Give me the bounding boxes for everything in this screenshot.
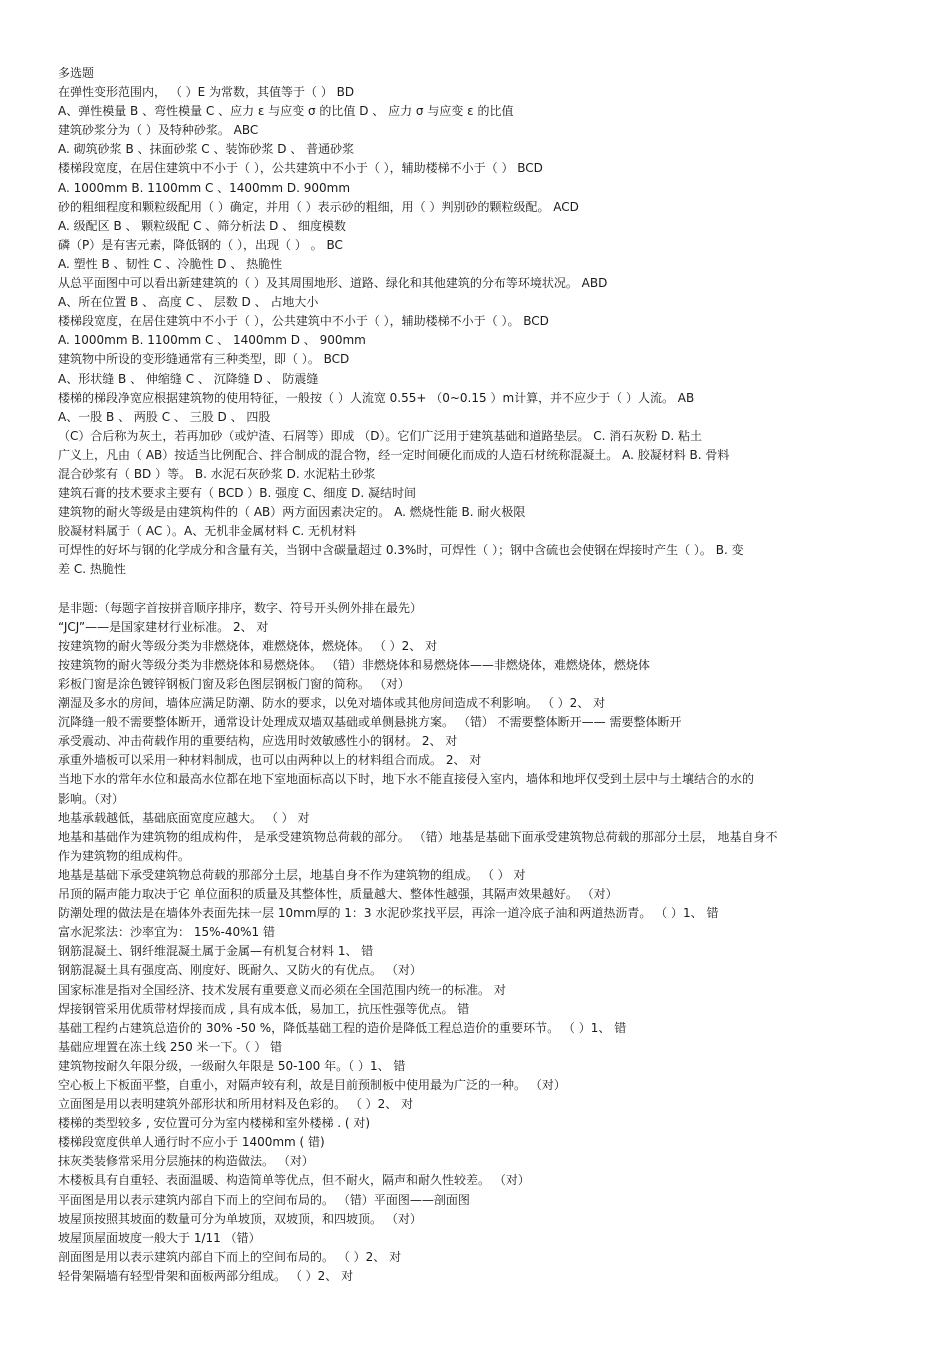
tf-line: 楼梯段宽度供单人通行时不应小于 1400mm ( 错) <box>58 1135 325 1150</box>
mc-line: 差 C. 热脆性 <box>58 562 126 577</box>
tf-line: 抹灰类装修常采用分层施抹的构造做法。 （对） <box>58 1154 314 1169</box>
tf-line: 富水泥浆法：沙率宜为： 15%-40%1 错 <box>58 925 275 940</box>
tf-line: 彩板门窗是涂色镀锌钢板门窗及彩色图层钢板门窗的简称。 （对） <box>58 677 410 691</box>
tf-line: 坡屋顶按照其坡面的数量可分为单坡顶，双坡顶，和四坡顶。 （对） <box>58 1211 422 1226</box>
mc-line: 广义上，凡由（ AB）按适当比例配合、拌合制成的混合物，经一定时间硬化而成的人造石材统称混凝土。 A. 胶凝材料 B. 骨料 <box>58 447 730 462</box>
tf-line: 防潮处理的做法是在墙体外表面先抹一层 10mm厚的 1：3 水泥砂浆找平层，再涂一道冷底子油和两道热沥青。 （ ）1、 错 <box>58 906 719 921</box>
tf-line: 空心板上下板面平整，自重小，对隔声较有利，故是目前预制板中使用最为广泛的一种。 （对） <box>58 1077 566 1092</box>
tf-line: 剖面图是用以表示建筑内部自下而上的空间布局的。 （ ）2、 对 <box>58 1249 402 1264</box>
section-heading: 多选题 <box>58 66 95 80</box>
mc-line: 从总平面图中可以看出新建建筑的（ ）及其周围地形、道路、绿化和其他建筑的分布等环境状况。 ABD <box>58 276 608 291</box>
mc-line: A. 1000mm B. 1100mm C 、 1400mm D 、 900mm <box>58 333 366 348</box>
tf-line: 潮湿及多水的房间，墙体应满足防潮、防水的要求，以免对墙体或其他房间造成不利影响。 （ ）2、 对 <box>58 696 606 711</box>
tf-line: 沉降缝一般不需要整体断开，通常设计处理成双墙双基础或单侧悬挑方案。 （错） 不需要整体断开—— 需要整体断开 <box>58 715 682 730</box>
mc-line: 楼梯的梯段净宽应根据建筑物的使用特征，一般按（ ）人流宽 0.55+ （0~0.15 ）m计算，并不应少于（ ）人流。 AB <box>58 390 695 405</box>
mc-line: A、形状缝 B 、 伸缩缝 C 、 沉降缝 D 、 防震缝 <box>58 371 319 386</box>
tf-line: 坡屋顶屋面坡度一般大于 1/11 （错） <box>58 1230 261 1245</box>
mc-line: A、弹性模量 B 、弯性模量 C 、应力 ε 与应变 σ 的比值 D 、 应力 σ 与应变 ε 的比值 <box>58 104 514 119</box>
tf-line: 钢筋混凝土具有强度高、刚度好、既耐久、又防火的有优点。 （对） <box>58 963 422 978</box>
tf-line: 轻骨架隔墙有轻型骨架和面板两部分组成。 （ ）2、 对 <box>58 1268 354 1283</box>
mc-line: 磷（P）是有害元素，降低钢的（ ），出现（ ） 。 BC <box>58 237 343 252</box>
mc-line: A. 1000mm B. 1100mm C 、1400mm D. 900mm <box>58 180 351 195</box>
tf-line: 地基是基础下承受建筑物总荷载的那部分土层，地基自身不作为建筑物的组成。 （ ） 对 <box>58 867 526 882</box>
mc-line: 混合砂浆有（ BD ）等。 B. 水泥石灰砂浆 D. 水泥粘土砂浆 <box>58 466 376 481</box>
true-false-section <box>58 599 898 1286</box>
tf-line: 承受震动、冲击荷载作用的重要结构，应选用时效敏感性小的钢材。 2、 对 <box>58 734 458 749</box>
tf-line: 立面图是用以表明建筑外部形状和所用材料及色彩的。 （ ）2、 对 <box>58 1097 414 1112</box>
mc-line: 可焊性的好坏与钢的化学成分和含量有关，当钢中含碳量超过 0.3%时，可焊性（ ）；钢中含硫也会使钢在焊接时产生（ ）。 B. 变 <box>58 543 744 558</box>
mc-line: A. 塑性 B 、韧性 C 、冷脆性 D 、 热脆性 <box>58 256 283 271</box>
mc-line: 建筑物的耐火等级是由建筑构件的（ AB）两方面因素决定的。 A. 燃烧性能 B. 耐火极限 <box>58 505 526 520</box>
tf-line: 吊顶的隔声能力取决于它 单位面积的质量及其整体性，质量越大、整体性越强，其隔声效果越好。 （对） <box>58 887 618 902</box>
mc-line: 胶凝材料属于（ AC ）。A、无机非金属材料 C. 无机材料 <box>58 524 357 539</box>
tf-line: 国家标准是指对全国经济、技术发展有重要意义而必须在全国范围内统一的标准。 对 <box>58 982 506 997</box>
mc-line: 在弹性变形范围内， （ ）E 为常数，其值等于（ ） BD <box>58 85 355 100</box>
tf-line: 木楼板具有自重轻、表面温暖、构造简单等优点，但不耐火，隔声和耐久性较差。 （对） <box>58 1173 530 1188</box>
mc-line: 建筑砂浆分为（ ）及特种砂浆。 ABC <box>58 123 259 138</box>
tf-line: 按建筑物的耐火等级分类为非燃烧体和易燃烧体。 （错）非燃烧体和易燃烧体——非燃烧体，难燃烧体，燃烧体 <box>58 657 650 672</box>
mc-line: 砂的粗细程度和颗粒级配用（ ）确定，并用（ ）表示砂的粗细，用（ ）判别砂的颗粒级配。 ACD <box>58 199 579 214</box>
mc-line: 建筑石膏的技术要求主要有（ BCD ）B. 强度 C、细度 D. 凝结时间 <box>58 486 417 501</box>
mc-line: 建筑物中所设的变形缝通常有三种类型，即（ ）。 BCD <box>58 352 350 367</box>
tf-line: 基础工程约占建筑总造价的 30% -50 %，降低基础工程的造价是降低工程总造价的重要环节。 （ ）1、 错 <box>58 1020 627 1035</box>
tf-line: 焊接钢管采用优质带材焊接而成 , 具有成本低，易加工，抗压性强等优点。 错 <box>58 1001 470 1016</box>
tf-line: 基础应埋置在冻土线 250 米一下。（ ） 错 <box>58 1039 283 1054</box>
document-page <box>58 64 898 1286</box>
mc-line: A、一股 B 、 两股 C 、 三股 D 、 四股 <box>58 409 271 424</box>
tf-line: 楼梯的类型较多 , 安位置可分为室内楼梯和室外楼梯 . ( 对) <box>58 1116 371 1131</box>
tf-line: 作为建筑物的组成构件。 <box>58 848 191 863</box>
section-spacer <box>58 580 898 599</box>
tf-line: 当地下水的常年水位和最高水位都在地下室地面标高以下时，地下水不能直接侵入室内，墙体和地坪仅受到土层中与土壤结合的水的 <box>58 772 755 787</box>
tf-line: 地基承载越低，基础底面宽度应越大。 （ ） 对 <box>58 810 310 825</box>
multiple-choice-section <box>58 64 898 580</box>
tf-line: 建筑物按耐久年限分级，一级耐久年限是 50-100 年。（ ）1、 错 <box>58 1058 406 1073</box>
mc-line: A. 级配区 B 、 颗粒级配 C 、筛分析法 D 、 细度模数 <box>58 218 346 233</box>
mc-line: 楼梯段宽度，在居住建筑中不小于（ ），公共建筑中不小于（ ），辅助楼梯不小于（ ） BCD <box>58 161 543 176</box>
mc-line: A、所在位置 B 、 高度 C 、 层数 D 、 占地大小 <box>58 295 319 310</box>
tf-line: 按建筑物的耐火等级分类为非燃烧体，难燃烧体，燃烧体。 （ ）2、 对 <box>58 638 438 653</box>
tf-line: 地基和基础作为建筑物的组成构件， 是承受建筑物总荷载的部分。 （错）地基是基础下面承受建筑物总荷载的那部分土层， 地基自身不 <box>58 829 778 844</box>
section-heading: 是非题:（每题字首按拼音顺序排序，数字、符号开头例外排在最先） <box>58 600 423 615</box>
mc-line: A. 砌筑砂浆 B 、抹面砂浆 C 、装饰砂浆 D 、 普通砂浆 <box>58 142 355 157</box>
tf-line: 承重外墙板可以采用一种材料制成，也可以由两种以上的材料组合而成。 2、 对 <box>58 753 482 768</box>
tf-line: 影响。（对） <box>58 791 125 806</box>
tf-line: 平面图是用以表示建筑内部自下而上的空间布局的。 （错）平面图——剖面图 <box>58 1192 470 1207</box>
tf-line: 钢筋混凝土、钢纤维混凝土属于金属—有机复合材料 1、 错 <box>58 944 374 959</box>
mc-line: （C）合后称为灰土，若再加砂（或炉渣、石屑等）即成 （D）。它们广泛用于建筑基础和道路垫层。 C. 消石灰粉 D. 粘土 <box>58 428 702 443</box>
mc-line: 楼梯段宽度，在居住建筑中不小于（ ），公共建筑中不小于（ ），辅助楼梯不小于（ ）。 BCD <box>58 314 549 329</box>
tf-line: “JCJ”——是国家建材行业标准。 2、 对 <box>58 619 269 634</box>
